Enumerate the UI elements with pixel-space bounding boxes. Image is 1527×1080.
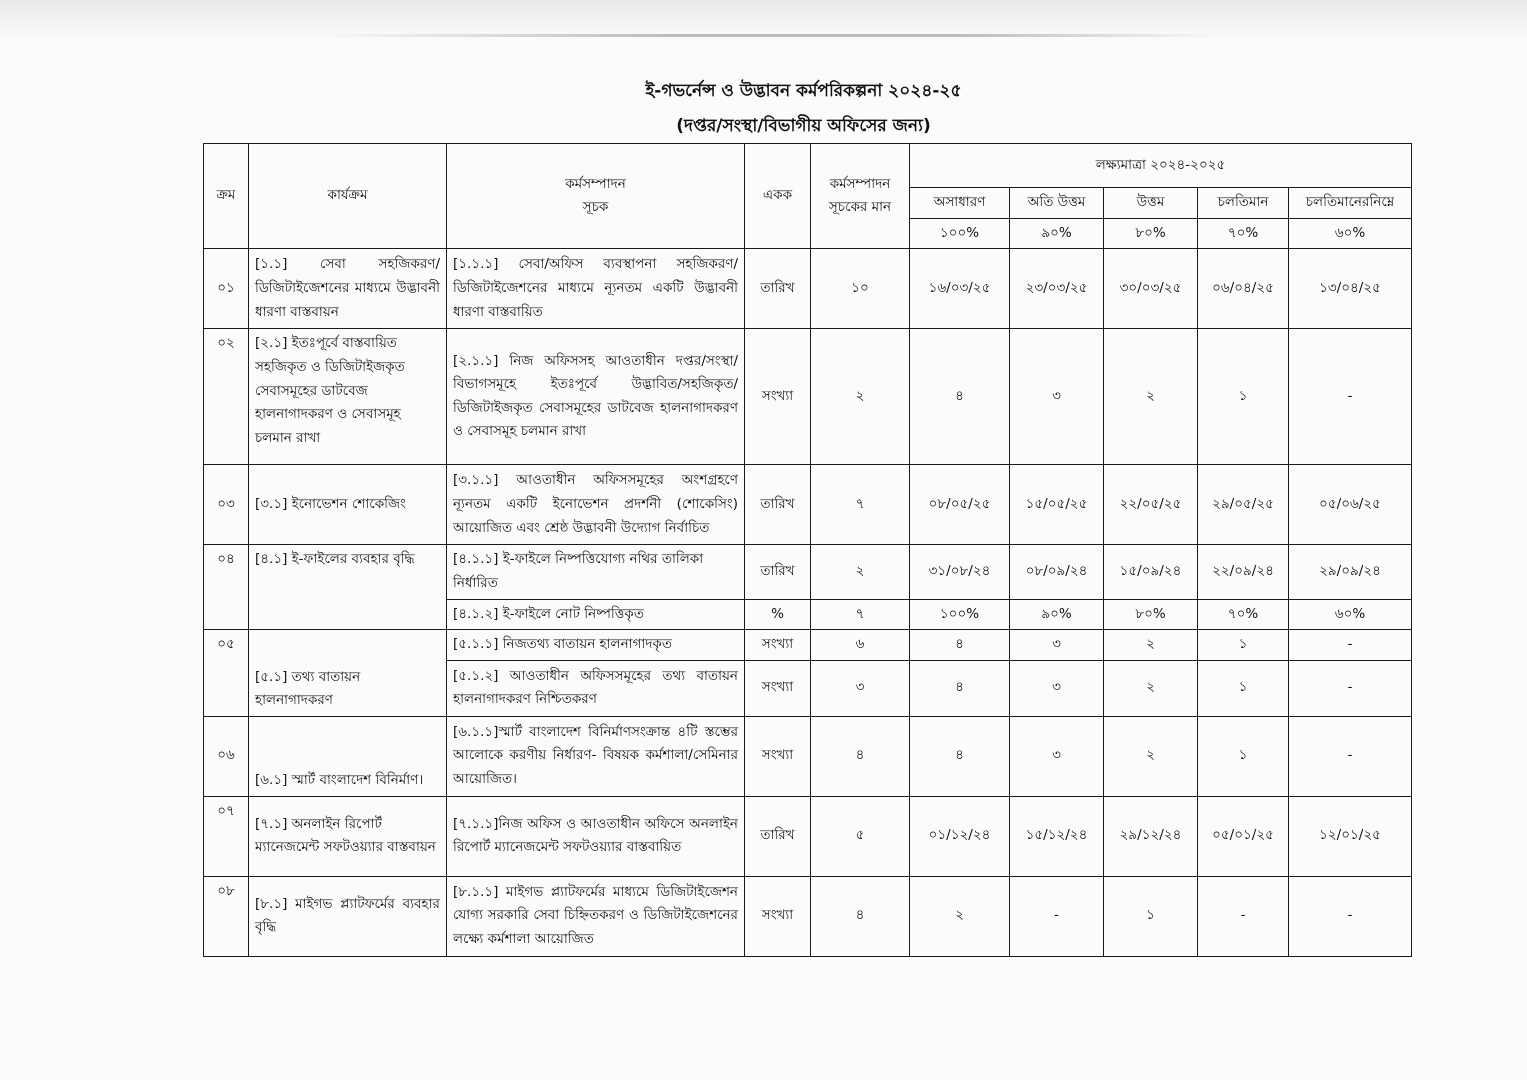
row-weight: ৫ (811, 796, 910, 876)
row-target: ২ (1104, 630, 1198, 661)
row-unit: তারিখ (745, 796, 811, 876)
row-target: ৪ (910, 660, 1010, 716)
row-indicator: [৬.১.১]স্মার্ট বাংলাদেশ বিনির্মাণসংক্রান্ত ৪টি স্তম্ভের আলোকে করণীয় নির্ধারণ- বিষয়ক কর্মশালা/সেমিনার আয়োজিত। (447, 716, 745, 796)
row-indicator: [১.১.১] সেবা/অফিস ব্যবস্থাপনা সহজিকরণ/ডিজিটাইজেশনের মাধ্যমে ন্যূনতম একটি উদ্ভাবনী ধারণা বাস্তবায়িত (447, 249, 745, 329)
row-serial: ০৪ (204, 545, 249, 630)
row-target: ২৯/০৯/২৪ (1289, 545, 1412, 599)
header-target-group: লক্ষ্যমাত্রা ২০২৪-২০২৫ (910, 144, 1412, 188)
row-weight: ২ (811, 545, 910, 599)
row-target: - (1289, 660, 1412, 716)
row-target: - (1289, 876, 1412, 956)
header-percent: ৮০% (1104, 218, 1198, 249)
header-percent: ১০০% (910, 218, 1010, 249)
row-unit: সংখ্যা (745, 716, 811, 796)
header-level: চলতিমানেরনিম্নে (1289, 188, 1412, 219)
row-target: ০১/১২/২৪ (910, 796, 1010, 876)
row-target: ৩ (1010, 660, 1104, 716)
row-unit: সংখ্যা (745, 876, 811, 956)
header-percent: ৯০% (1010, 218, 1104, 249)
row-activity: [৬.১] স্মার্ট বাংলাদেশ বিনির্মাণ। (249, 716, 447, 796)
row-target: ৪ (910, 716, 1010, 796)
row-target: ৩১/০৮/২৪ (910, 545, 1010, 599)
row-serial: ০৭ (204, 796, 249, 876)
row-target: ৮০% (1104, 599, 1198, 630)
header-level: চলতিমান (1198, 188, 1289, 219)
row-unit: তারিখ (745, 249, 811, 329)
table-row (204, 465, 1412, 545)
row-weight: ৩ (811, 660, 910, 716)
row-target: ৩০/০৩/২৫ (1104, 249, 1198, 329)
row-target: - (1289, 630, 1412, 661)
row-weight: ৭ (811, 465, 910, 545)
row-target: ১ (1104, 876, 1198, 956)
row-target: ০৮/০৫/২৫ (910, 465, 1010, 545)
header-percent: ৭০% (1198, 218, 1289, 249)
row-target: ৯০% (1010, 599, 1104, 630)
row-weight: ১০ (811, 249, 910, 329)
row-target: ১৫/০৯/২৪ (1104, 545, 1198, 599)
row-target: ১৩/০৪/২৫ (1289, 249, 1412, 329)
row-target: ২ (1104, 716, 1198, 796)
row-target: ২২/০৯/২৪ (1198, 545, 1289, 599)
row-unit: সংখ্যা (745, 660, 811, 716)
header-weight-line1: কর্মসম্পাদন (829, 175, 891, 192)
document-title: ই-গভর্নেন্স ও উদ্ভাবন কর্মপরিকল্পনা ২০২৪-২৫ (645, 81, 962, 101)
row-unit: তারিখ (745, 545, 811, 599)
table-row (204, 716, 1412, 796)
row-target: ১০০% (910, 599, 1010, 630)
row-unit: তারিখ (745, 465, 811, 545)
row-target: ৪ (910, 329, 1010, 465)
table-row (204, 876, 1412, 956)
row-target: ৩ (1010, 630, 1104, 661)
document-subtitle: (দপ্তর/সংস্থা/বিভাগীয় অফিসের জন্য) (676, 116, 931, 136)
row-weight: ৬ (811, 630, 910, 661)
row-indicator: [৫.১.১] নিজতথ্য বাতায়ন হালনাগাদকৃত (447, 630, 745, 661)
row-target: ৬০% (1289, 599, 1412, 630)
row-target: ২৩/০৩/২৫ (1010, 249, 1104, 329)
header-indicator-line2: সূচক (582, 199, 609, 216)
scan-edge-line (320, 34, 1220, 37)
row-target: ১ (1198, 660, 1289, 716)
row-target: ৩ (1010, 716, 1104, 796)
row-target: ১ (1198, 630, 1289, 661)
row-activity: [৭.১] অনলাইন রিপোর্ট ম্যানেজমেন্ট সফটওয়্যার বাস্তবায়ন (249, 796, 447, 876)
header-activity-label: কার্যক্রম (327, 187, 368, 204)
row-target: ০৫/০৬/২৫ (1289, 465, 1412, 545)
table-row (204, 796, 1412, 876)
row-target: ১৬/০৩/২৫ (910, 249, 1010, 329)
row-target: ২২/০৫/২৫ (1104, 465, 1198, 545)
row-target: - (1289, 716, 1412, 796)
row-weight: ৭ (811, 599, 910, 630)
action-plan-table (203, 143, 1412, 957)
row-indicator: [৪.১.২] ই-ফাইলে নোট নিষ্পত্তিকৃত (447, 599, 745, 630)
table-row (204, 249, 1412, 329)
row-indicator: [৮.১.১] মাইগভ প্ল্যাটফর্মের মাধ্যমে ডিজিটাইজেশন যোগ্য সরকারি সেবা চিহ্নিতকরণ ও ডিজিটাইজেশনের লক্ষ্যে কর্মশালা আয়োজিত (447, 876, 745, 956)
table-row (204, 329, 1412, 465)
row-indicator: [৭.১.১]নিজ অফিস ও আওতাধীন অফিসে অনলাইন রিপোর্ট ম্যানেজমেন্ট সফটওয়্যার বাস্তবায়িত (447, 796, 745, 876)
row-unit: সংখ্যা (745, 630, 811, 661)
header-level: অসাধারণ (910, 188, 1010, 219)
header-serial: ক্রম (204, 144, 249, 249)
row-target: - (1010, 876, 1104, 956)
row-indicator: [৪.১.১] ই-ফাইলে নিষ্পত্তিযোগ্য নথির তালিকা নির্ধারিত (447, 545, 745, 599)
row-target: ২ (1104, 660, 1198, 716)
header-level: উত্তম (1104, 188, 1198, 219)
header-weight-line2: সূচকের মান (828, 199, 892, 216)
row-weight: ৪ (811, 716, 910, 796)
row-target: - (1289, 329, 1412, 465)
row-target: ১৫/০৫/২৫ (1010, 465, 1104, 545)
row-activity: [১.১] সেবা সহজিকরণ/ ডিজিটাইজেশনের মাধ্যমে উদ্ভাবনী ধারণা বাস্তবায়ন (249, 249, 447, 329)
row-indicator: [২.১.১] নিজ অফিসসহ আওতাধীন দপ্তর/সংস্থা/ বিভাগসমূহে ইতঃপূর্বে উদ্ভাবিত/সহজিকৃত/ ডিজিটাইজকৃত সেবাসমূহের ডাটবেজ হালনাগাদকরণ ও সেবাসমূহ চলমান রাখা (447, 329, 745, 465)
row-weight: ২ (811, 329, 910, 465)
row-target: ২ (1104, 329, 1198, 465)
row-target: ০৫/০১/২৫ (1198, 796, 1289, 876)
table-row (204, 630, 1412, 661)
row-unit: % (745, 599, 811, 630)
header-indicator (447, 144, 745, 249)
header-activity (249, 144, 447, 249)
row-activity: [৪.১] ই-ফাইলের ব্যবহার বৃদ্ধি (249, 545, 447, 630)
row-target: ১২/০১/২৫ (1289, 796, 1412, 876)
row-activity: [৫.১] তথ্য বাতায়ন হালনাগাদকরণ (249, 630, 447, 717)
row-target: ০৬/০৪/২৫ (1198, 249, 1289, 329)
header-percent: ৬০% (1289, 218, 1412, 249)
table-row (204, 545, 1412, 599)
row-target: ৭০% (1198, 599, 1289, 630)
row-unit: সংখ্যা (745, 329, 811, 465)
row-target: ৩ (1010, 329, 1104, 465)
header-weight (811, 144, 910, 249)
header-level: অতি উত্তম (1010, 188, 1104, 219)
row-target: ১ (1198, 716, 1289, 796)
row-activity: [৩.১] ইনোভেশন শোকেজিং (249, 465, 447, 545)
row-indicator: [৫.১.২] আওতাধীন অফিসসমূহের তথ্য বাতায়ন হালনাগাদকরণ নিশ্চিতকরণ (447, 660, 745, 716)
row-serial: ০৫ (204, 630, 249, 717)
row-target: ২৯/১২/২৪ (1104, 796, 1198, 876)
row-serial: ০২ (204, 329, 249, 465)
row-indicator: [৩.১.১] আওতাধীন অফিসসমূহের অংশগ্রহণে ন্যূনতম একটি ইনোভেশন প্রদর্শনী (শোকেসিং) আয়োজিত এবং শ্রেষ্ঠ উদ্ভাবনী উদ্যোগ নির্বাচিত (447, 465, 745, 545)
row-target: ২৯/০৫/২৫ (1198, 465, 1289, 545)
row-serial: ০৮ (204, 876, 249, 956)
row-weight: ৪ (811, 876, 910, 956)
row-target: ১৫/১২/২৪ (1010, 796, 1104, 876)
row-target: ২ (910, 876, 1010, 956)
row-serial: ০১ (204, 249, 249, 329)
row-activity: [৮.১] মাইগভ প্ল্যাটফর্মের ব্যবহার বৃদ্ধি (249, 876, 447, 956)
row-target: ৪ (910, 630, 1010, 661)
row-activity: [২.১] ইতঃপূর্বে বাস্তবায়িত সহজিকৃত ও ডিজিটাইজকৃত সেবাসমূহের ডাটবেজ হালনাগাদকরণ ও সেবাসমূহ চলমান রাখা (249, 329, 447, 465)
row-target: ০৮/০৯/২৪ (1010, 545, 1104, 599)
header-unit: একক (745, 144, 811, 249)
row-target: - (1198, 876, 1289, 956)
row-serial: ০৩ (204, 465, 249, 545)
header-indicator-line1: কর্মসম্পাদন (565, 175, 626, 192)
row-target: ১ (1198, 329, 1289, 465)
row-serial: ০৬ (204, 716, 249, 796)
